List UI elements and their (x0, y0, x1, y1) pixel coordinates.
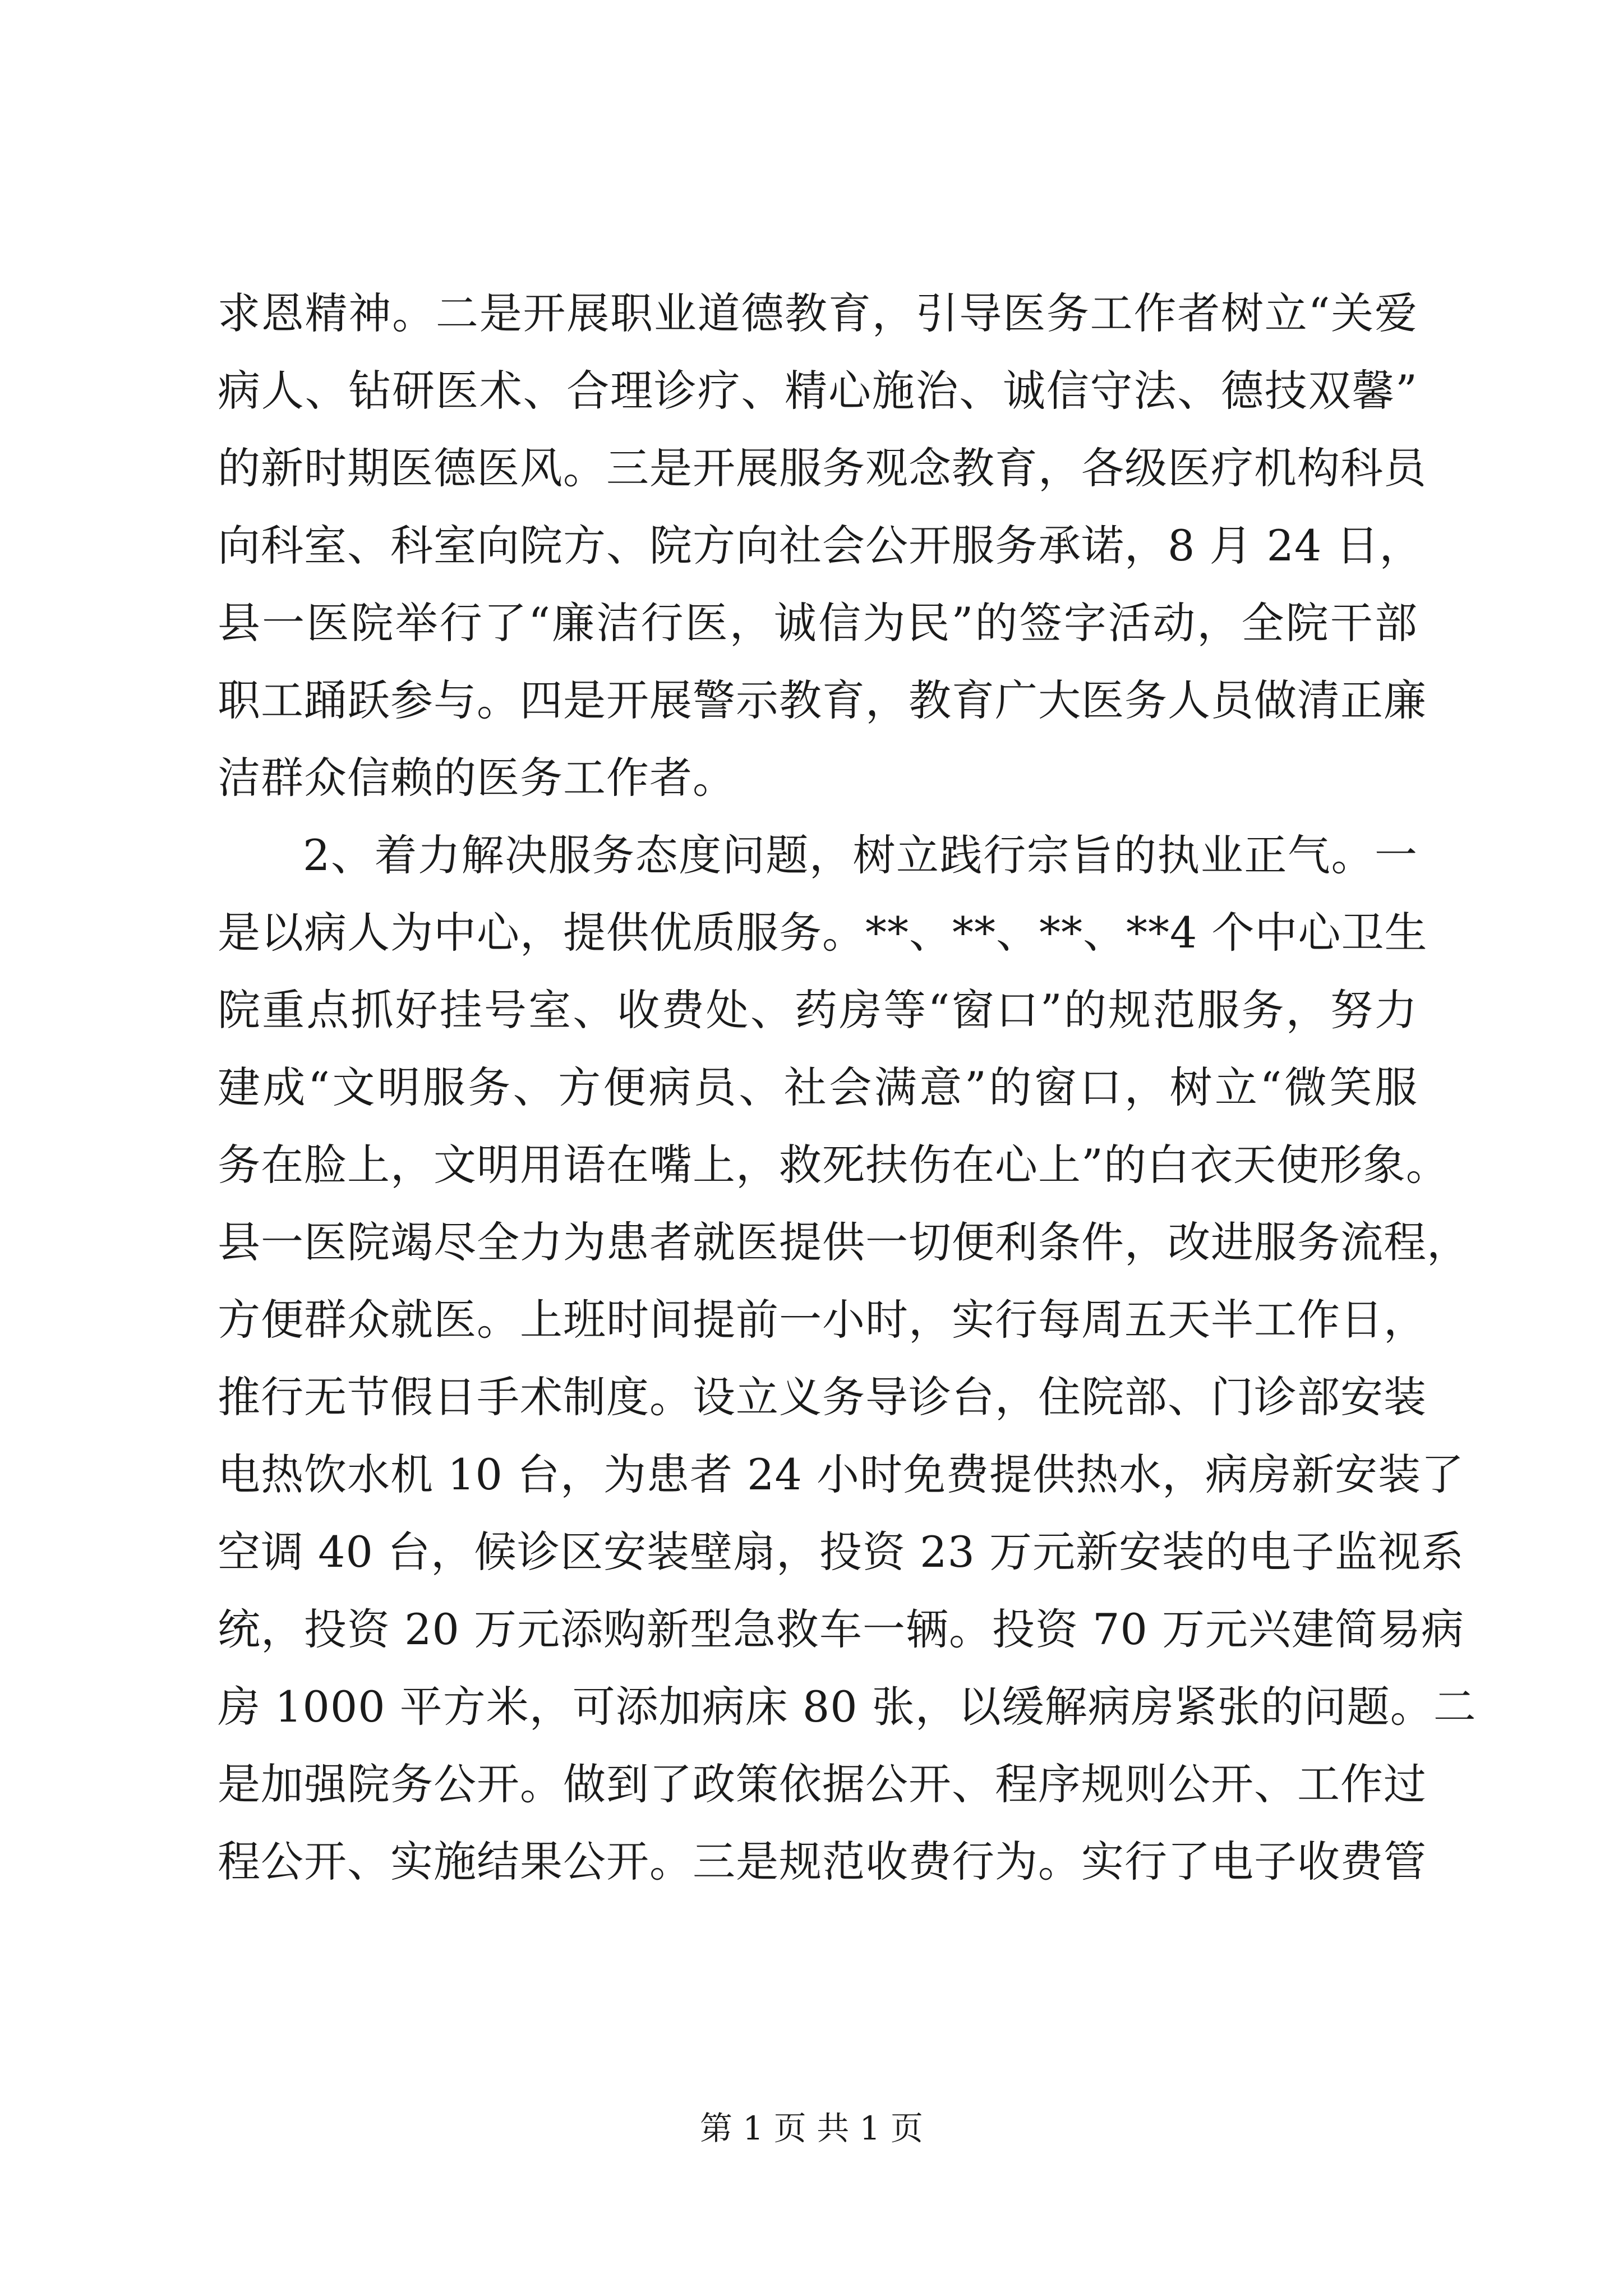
text-line: 统，投资 20 万元添购新型急救车一辆。投资 70 万元兴建简易病 (218, 1604, 1465, 1654)
text-line: 向科室、科室向院方、院方向社会公开服务承诺，8 月 24 日， (218, 521, 1423, 570)
text-line: 病人、钻研医术、合理诊疗、精心施治、诚信守法、德技双馨” (218, 366, 1418, 416)
text-line: 空调 40 台，候诊区安装壁扇，投资 23 万元新安装的电子监视系 (218, 1527, 1465, 1577)
paragraph-2 (218, 817, 1477, 1901)
text-line: 房 1000 平方米，可添加病床 80 张，以缓解病房紧张的问题。二 (218, 1682, 1477, 1732)
text-line: 洁群众信赖的医务工作者。 (218, 753, 736, 803)
text-line: 是以病人为中心，提供优质服务。**、**、**、**4 个中心卫生 (218, 908, 1428, 958)
text-line: 的新时期医德医风。三是开展服务观念教育，各级医疗机构科员 (218, 443, 1427, 493)
text-line: 职工踊跃参与。四是开展警示教育，教育广大医务人员做清正廉 (218, 675, 1427, 725)
text-line: 县一医院竭尽全力为患者就医提供一切便利条件，改进服务流程， (218, 1217, 1470, 1267)
text-line: 是加强院务公开。做到了政策依据公开、程序规则公开、工作过 (218, 1759, 1427, 1809)
text-line: 电热饮水机 10 台，为患者 24 小时免费提供热水，病房新安装了 (218, 1450, 1465, 1499)
text-line: 推行无节假日手术制度。设立义务导诊台，住院部、门诊部安装 (218, 1372, 1427, 1422)
text-line: 县一医院举行了“廉洁行医，诚信为民”的签字活动，全院干部 (218, 598, 1418, 648)
text-line: 程公开、实施结果公开。三是规范收费行为。实行了电子收费管 (218, 1837, 1427, 1887)
paragraph-1 (218, 275, 1427, 817)
text-line: 方便群众就医。上班时间提前一小时，实行每周五天半工作日， (218, 1295, 1427, 1345)
document-body (218, 275, 1477, 1901)
text-line: 院重点抓好挂号室、收费处、药房等“窗口”的规范服务，努力 (218, 985, 1418, 1035)
page-number-label: 第 1 页 共 1 页 (700, 2109, 923, 2147)
page-footer (0, 2106, 1623, 2151)
text-line: 2、着力解决服务态度问题，树立践行宗旨的执业正气。一 (303, 830, 1418, 880)
text-line: 求恩精神。二是开展职业道德教育，引导医务工作者树立“关爱 (218, 288, 1418, 338)
text-line: 务在脸上，文明用语在嘴上，救死扶伤在心上”的白衣天使形象。 (218, 1140, 1449, 1190)
text-line: 建成“文明服务、方便病员、社会满意”的窗口，树立“微笑服 (218, 1062, 1418, 1112)
